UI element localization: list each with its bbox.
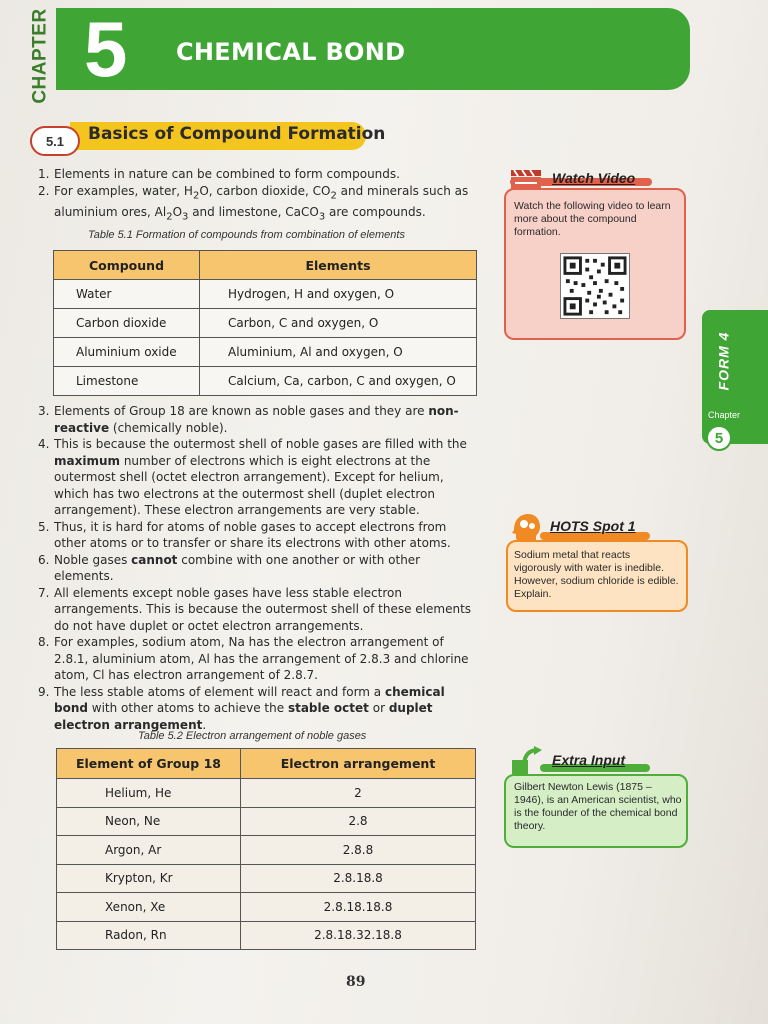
list-item-text: The less stable atoms of element will react and form a chemical bond with other atoms to achieve the stable octet or duplet electron arrangement. <box>54 684 445 732</box>
table-row <box>57 893 476 922</box>
table-cell: Limestone <box>54 367 200 396</box>
table-row <box>54 338 477 367</box>
list-item-text: Elements in nature can be combined to form compounds. <box>54 167 400 181</box>
table-row <box>54 309 477 338</box>
list-item <box>38 403 478 436</box>
table-row <box>57 779 476 808</box>
side-tab-form: FORM 4 <box>715 331 732 391</box>
table-row <box>57 864 476 893</box>
table-cell: 2 <box>241 779 476 808</box>
download-arrow-icon <box>510 746 544 776</box>
table-cell: Xenon, Xe <box>57 893 241 922</box>
table1-header-compound: Compound <box>54 251 200 280</box>
table-row <box>54 367 477 396</box>
table-cell: 2.8.18.18.8 <box>241 893 476 922</box>
list-item <box>38 183 478 227</box>
table-row <box>57 836 476 865</box>
extra-input-label: Extra Input <box>552 752 626 768</box>
table-row <box>57 921 476 950</box>
list-item-text: For examples, water, $H_2O$, carbon dioxide, $CO_2$ and minerals such as aluminium ores, $Al_2O_3$ and limestone, CaCO$_3$ are compounds. <box>54 183 469 223</box>
table-cell: Carbon dioxide <box>54 309 200 338</box>
watch-video-label: Watch Video <box>552 170 636 186</box>
extra-input-text: Gilbert Newton Lewis (1875 – 1946), is an American scientist, who is the founder of the chemical bond theory. <box>514 781 682 832</box>
qr-code-icon[interactable] <box>560 253 630 319</box>
list-item-text: Thus, it is hard for atoms of noble gases to accept electrons from other atoms or to transfer or share its electrons with other atoms. <box>54 519 451 550</box>
list-item-number: 2. <box>38 183 50 198</box>
table1-header-elements: Elements <box>200 251 477 280</box>
table-cell: Calcium, Ca, carbon, C and oxygen, O <box>200 367 477 396</box>
table-cell: Neon, Ne <box>57 807 241 836</box>
table-cell: Carbon, C and oxygen, O <box>200 309 477 338</box>
list-item <box>38 684 478 734</box>
list-item-text: For examples, sodium atom, Na has the electron arrangement of 2.8.1, aluminium atom, Al has the arrangement of 2.8.3 and chlorine atom, Cl has electron arrangement of 2.8.7. <box>54 635 469 682</box>
list-item-number: 9. <box>38 684 50 699</box>
table1-caption: Table 5.1 Formation of compounds from combination of elements <box>88 229 405 241</box>
chapter-label: CHAPTER <box>30 8 51 104</box>
list-item <box>38 166 478 183</box>
table-cell: Radon, Rn <box>57 921 241 950</box>
table2-header-arrangement: Electron arrangement <box>241 749 476 779</box>
table-cell: 2.8.8 <box>241 836 476 865</box>
table2-header-element: Element of Group 18 <box>57 749 241 779</box>
hots-label: HOTS Spot 1 <box>550 518 636 534</box>
list-item <box>38 519 478 552</box>
list-item-number: 6. <box>38 552 50 567</box>
list-item-text: This is because the outermost shell of noble gases are filled with the maximum number of electrons which is eight electrons at the outermost shell (octet electron arrangement). Except for helium, which has two electrons at the outermost shell (duplet electron arrangement). These electron arrangements are very stable. <box>54 437 467 517</box>
table-cell: Argon, Ar <box>57 836 241 865</box>
paragraph-list-a <box>38 166 478 226</box>
list-item-number: 4. <box>38 437 50 451</box>
hots-text: Sodium metal that reacts vigorously with water is inedible. However, sodium chloride is edible. Explain. <box>514 549 679 600</box>
table-cell: Hydrogen, H and oxygen, O <box>200 280 477 309</box>
paragraph-list-b <box>38 403 478 733</box>
list-item-text: All elements except noble gases have less stable electron arrangements. This is because the outermost shell of these elements do not have duplet or octet electron arrangements. <box>54 585 472 633</box>
table-cell: 2.8.18.32.18.8 <box>241 921 476 950</box>
list-item-text: Elements of Group 18 are known as noble gases and they are non-reactive (chemically noble). <box>54 404 459 435</box>
list-item-number: 3. <box>38 404 50 418</box>
table-cell: Helium, He <box>57 779 241 808</box>
table-cell: Aluminium oxide <box>54 338 200 367</box>
table-row <box>57 807 476 836</box>
page-number: 89 <box>346 974 366 990</box>
compound-table <box>53 250 477 396</box>
list-item-number: 5. <box>38 519 50 534</box>
list-item-number: 7. <box>38 585 50 600</box>
table-cell: Aluminium, Al and oxygen, O <box>200 338 477 367</box>
list-item-number: 1. <box>38 167 50 181</box>
list-item <box>38 552 478 585</box>
list-item <box>38 436 478 519</box>
section-title: Basics of Compound Formation <box>88 124 386 144</box>
chapter-number: 5 <box>84 5 128 93</box>
chapter-title: CHEMICAL BOND <box>176 38 406 66</box>
side-tab-chapter: Chapter <box>708 410 741 420</box>
list-item <box>38 585 478 635</box>
noble-gas-table <box>56 748 476 950</box>
list-item-number: 8. <box>38 635 50 649</box>
section-number: 5.1 <box>30 126 80 156</box>
list-item <box>38 634 478 684</box>
list-item-text: Noble gases cannot combine with one another or with other elements. <box>54 552 421 583</box>
table-cell: 2.8 <box>241 807 476 836</box>
table2-caption: Table 5.2 Electron arrangement of noble gases <box>138 730 367 742</box>
side-tab-number: 5 <box>706 425 732 451</box>
watch-video-text: Watch the following video to learn more about the compound formation. <box>514 200 671 238</box>
table-cell: 2.8.18.8 <box>241 864 476 893</box>
table-cell: Water <box>54 280 200 309</box>
table-row <box>54 280 477 309</box>
table-cell: Krypton, Kr <box>57 864 241 893</box>
